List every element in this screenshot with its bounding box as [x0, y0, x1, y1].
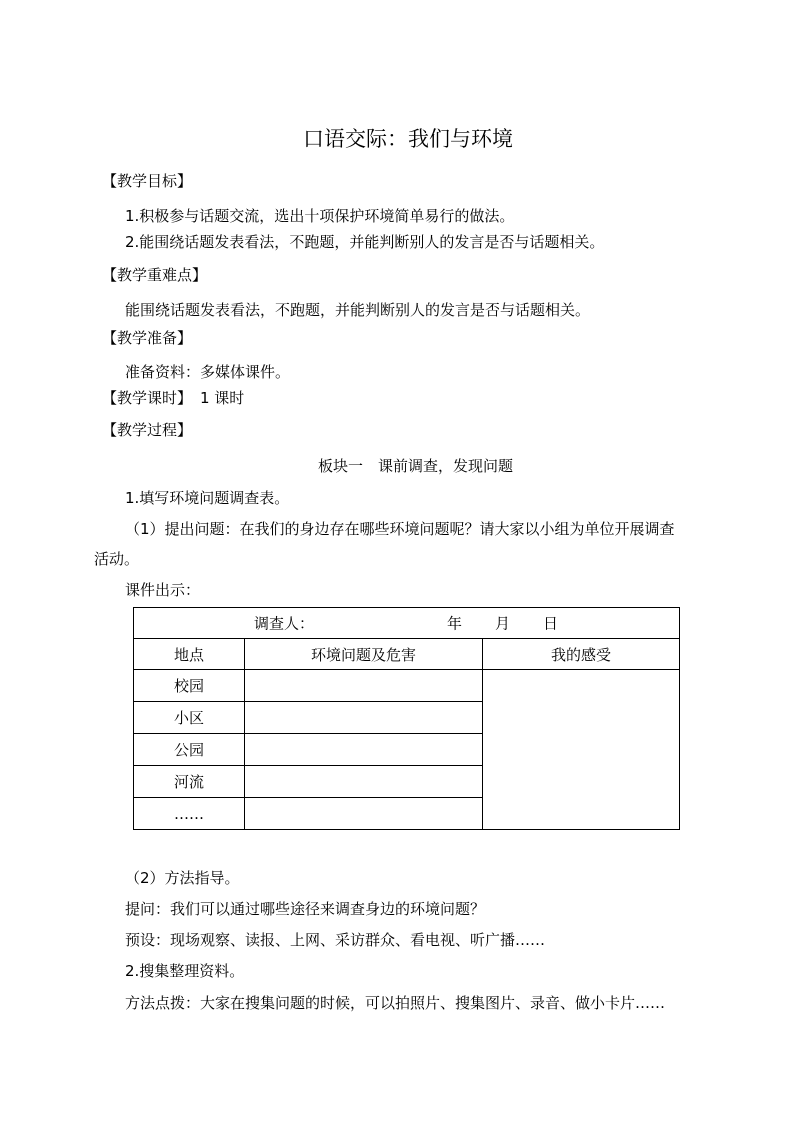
process-heading: 【教学过程】: [102, 421, 193, 439]
preparation-text: 准备资料：多媒体课件。: [125, 363, 291, 381]
step-1-sub-1-line1: （1）提出问题：在我们的身边存在哪些环境问题呢？请大家以小组为单位开展调查: [125, 520, 675, 538]
row-location: 小区: [134, 702, 245, 734]
preparation-heading: 【教学准备】: [102, 329, 193, 347]
hours-value: 1 课时: [200, 389, 245, 407]
table-row: [134, 670, 680, 702]
row-location: ……: [134, 798, 245, 830]
problem-cell: [245, 798, 483, 830]
column-header-feeling: 我的感受: [483, 639, 680, 670]
survey-table: [133, 607, 680, 830]
row-location: 校园: [134, 670, 245, 702]
year-label: 年: [447, 614, 463, 633]
row-location: 河流: [134, 766, 245, 798]
question-text: 提问：我们可以通过哪些途径来调查身边的环境问题？: [125, 900, 486, 918]
objective-2: 2.能围绕话题发表看法，不跑题，并能判断别人的发言是否与话题相关。: [125, 233, 605, 251]
hours-heading: 【教学课时】: [102, 389, 193, 407]
key-points-heading: 【教学重难点】: [102, 266, 208, 284]
column-header-problem: 环境问题及危害: [245, 639, 483, 670]
block-one-heading: 板块一 课前调查，发现问题: [318, 457, 514, 475]
objective-1: 1.积极参与话题交流，选出十项保护环境简单易行的做法。: [125, 207, 515, 225]
problem-cell: [245, 702, 483, 734]
document-title: 口语交际：我们与环境: [303, 127, 513, 151]
problem-cell: [245, 670, 483, 702]
feeling-cell: [483, 670, 680, 830]
row-location: 公园: [134, 734, 245, 766]
problem-cell: [245, 734, 483, 766]
day-label: 日: [543, 614, 559, 633]
survey-column-header-row: [134, 639, 680, 670]
preset-text: 预设：现场观察、读报、上网、采访群众、看电视、听广播……: [125, 931, 546, 949]
courseware-label: 课件出示：: [125, 581, 201, 599]
investigator-label: 调查人：: [254, 614, 315, 633]
survey-header-row: [134, 608, 680, 639]
method-tip: 方法点拨：大家在搜集问题的时候，可以拍照片、搜集图片、录音、做小卡片……: [125, 994, 666, 1012]
column-header-location: 地点: [134, 639, 245, 670]
key-points-text: 能围绕话题发表看法，不跑题，并能判断别人的发言是否与话题相关。: [125, 301, 591, 319]
month-label: 月: [495, 614, 511, 633]
step-1-sub-1-line2: 活动。: [94, 550, 140, 568]
step-1: 1.填写环境问题调查表。: [125, 489, 290, 507]
step-2: 2.搜集整理资料。: [125, 962, 245, 980]
problem-cell: [245, 766, 483, 798]
objectives-heading: 【教学目标】: [102, 172, 193, 190]
investigator-cell: [134, 608, 680, 639]
step-1-sub-2: （2）方法指导。: [125, 869, 240, 887]
